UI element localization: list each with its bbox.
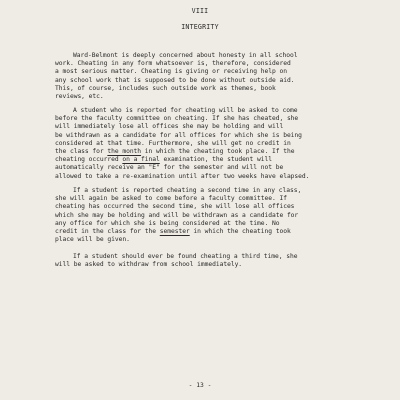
underlined-phrase: semester — [159, 227, 190, 235]
paragraph-second-offense — [55, 187, 355, 244]
text-line: a most serious matter. Cheating is giving or receiving help on — [55, 68, 287, 76]
paragraph-honesty-policy — [55, 52, 355, 101]
text-line: before the faculty committee on cheating. If she has cheated, she — [55, 115, 299, 123]
text-line: A student who is reported for cheating will be asked to come — [73, 107, 298, 114]
text-line: credit in the class for the semester in which the cheating took — [55, 227, 291, 235]
text-line: cheating occurred on a final examination, the student will — [55, 156, 272, 164]
text-line: If a student is reported cheating a second time in any class, — [73, 187, 302, 194]
text-line: which she may be holding and will be withdrawn as a candidate for — [55, 211, 299, 219]
text-line: considered at that time. Furthermore, she will get no credit in — [55, 139, 291, 147]
text-line: will immediately lose all offices she may be holding and will — [55, 123, 284, 131]
chapter-number: VIII — [191, 7, 209, 15]
underlined-phrase: on a final — [122, 156, 160, 164]
text-line: she will again be asked to come before a faculty committee. If — [55, 195, 287, 203]
text-line: work. Cheating in any form whatsoever is, therefore, considered — [55, 60, 291, 68]
text-line: reviews, etc. — [55, 92, 104, 100]
text-line: This, of course, includes such outside work as themes, book — [55, 84, 276, 92]
text-line: allowed to take a re-examination until after two weeks have elapsed. — [55, 172, 310, 180]
section-title: INTEGRITY — [181, 23, 219, 31]
text-line: will be asked to withdraw from school immediately. — [55, 261, 243, 269]
text-line: automatically receive an "E" for the semester and will not be — [55, 164, 284, 172]
page-number: - 13 - — [188, 382, 212, 389]
text-line: the class for the month in which the cheating took place. If the — [55, 147, 295, 155]
text-line: be withdrawn as a candidate for all offices for which she is being — [55, 131, 302, 139]
text-line: any school work that is supposed to be done without outside aid. — [55, 76, 295, 84]
paragraph-first-offense — [55, 107, 355, 181]
text-line: place will be given. — [55, 236, 130, 244]
paragraph-third-offense — [55, 253, 355, 269]
underlined-phrase: the month — [107, 147, 142, 155]
text-line: Ward-Belmont is deeply concerned about honesty in all school — [73, 52, 298, 59]
text-line: If a student should ever be found cheating a third time, she — [73, 253, 298, 260]
text-line: any office for which she is being considered at the time. No — [55, 219, 280, 227]
text-line: cheating has occurred the second time, she will lose all offices — [55, 203, 295, 211]
